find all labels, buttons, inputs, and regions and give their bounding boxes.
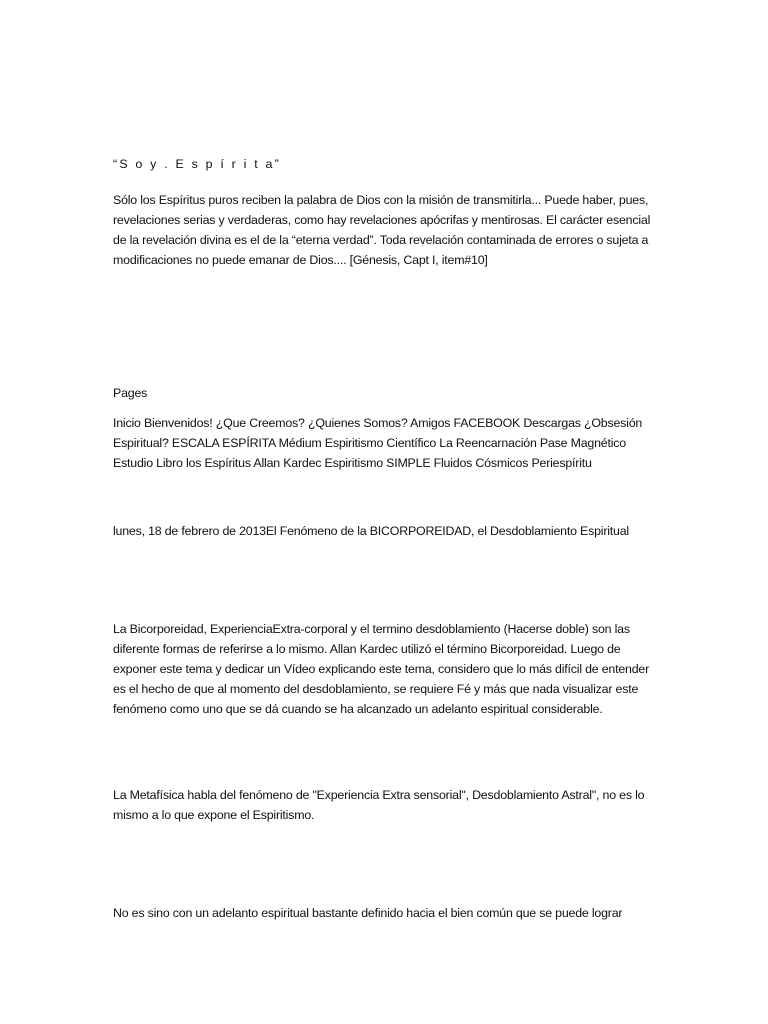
blog-title: “S o y . E s p í r i t a” (113, 157, 281, 171)
pages-link-list[interactable]: Inicio Bienvenidos! ¿Que Creemos? ¿Quienes Somos? Amigos FACEBOOK Descargas ¿Obsesión Espiritual? ESCALA ESPÍRITA Médium Espiritismo Científico La Reencarnación Pase Magnético Estudio Libro los Espíritus Allan Kardec Espiritismo SIMPLE Fluidos Cósmicos Periespíritu (113, 416, 643, 470)
post-date-title: lunes, 18 de febrero de 2013El Fenómeno de la BICORPOREIDAD, el Desdoblamiento Espiritual (113, 524, 629, 538)
post-paragraph: La Metafísica habla del fenómeno de "Experiencia Extra sensorial", Desdoblamiento Astral", no es lo mismo a lo que expone el Espiritismo. (113, 788, 645, 822)
document-page (113, 0, 658, 1024)
blog-quote: Sólo los Espíritus puros reciben la palabra de Dios con la misión de transmitirla... Puede haber, pues, revelaciones serias y verdaderas, como hay revelaciones apócrifas y mentirosas. El carácter esencial de la revelación divina es el de la “eterna verdad”. Toda revelación contaminada de errores o sujeta a modificaciones no puede emanar de Dios.... [Génesis, Capt I, item#10] (113, 193, 651, 267)
post-paragraph: No es sino con un adelanto espiritual bastante definido hacia el bien común que se puede lograr (113, 906, 623, 920)
pages-heading: Pages (113, 386, 148, 400)
post-paragraph: La Bicorporeidad, ExperienciaExtra-corporal y el termino desdoblamiento (Hacerse doble) son las diferente formas de referirse a lo mismo. Allan Kardec utilizó el término Bicorporeidad. Luego de exponer este tema y dedicar un Vídeo explicando este tema, considero que lo más difícil de entender es el hecho de que al momento del desdoblamiento, se requiere Fé y más que nada visualizar este fenómeno como uno que se dá cuando se ha alcanzado un adelanto espiritual considerable. (113, 622, 650, 716)
